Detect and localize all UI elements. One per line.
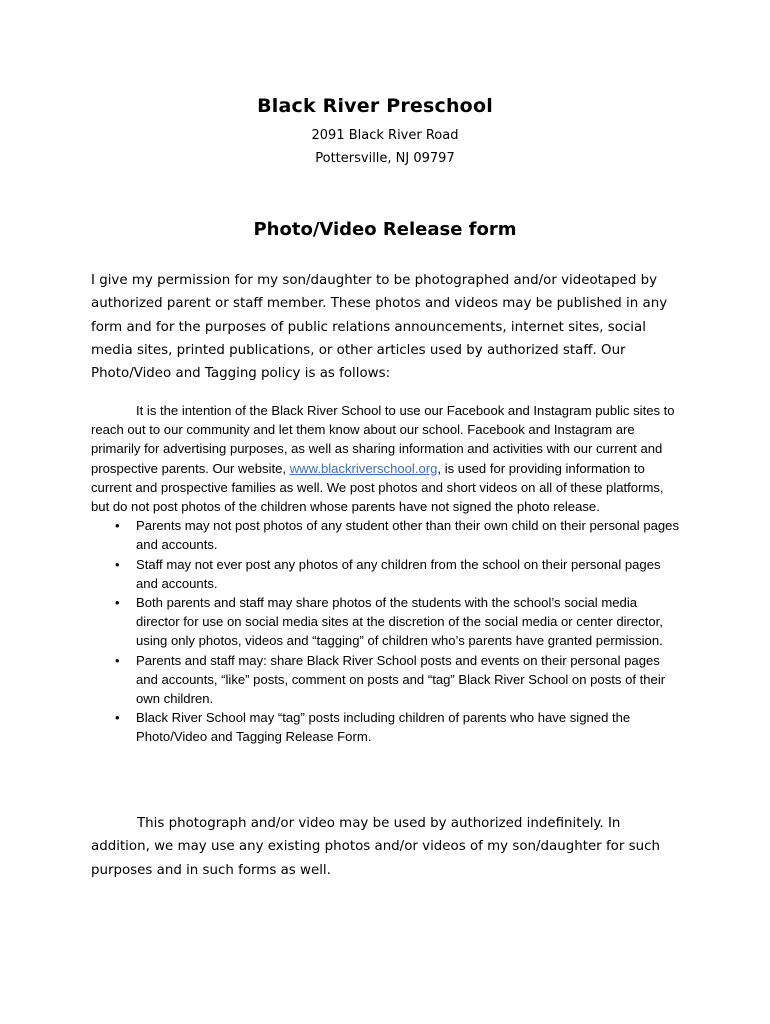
- website-link[interactable]: www.blackriverschool.org: [289, 460, 438, 476]
- policy-bullet-item: • Parents and staff may: share Black River School posts and events on their personal pages and accounts, “like” posts, comment on posts and “tag” Black River School on posts of their own children.: [136, 651, 681, 709]
- policy-bullet-item: • Both parents and staff may share photos of the students with the school’s social media director for use on social media sites at the discretion of the social media or center director, using only photos, videos and “tagging” of children who’s parents have granted permission.: [136, 593, 681, 651]
- policy-bullet-list: [91, 516, 681, 746]
- form-title: Photo/Video Release form: [253, 219, 517, 240]
- address-line-2: Pottersville, NJ 09797: [315, 151, 455, 166]
- policy-section: [91, 401, 681, 747]
- policy-bullet-item: • Staff may not ever post any photos of any children from the school on their personal pages and accounts.: [136, 555, 681, 593]
- school-name: Black River Preschool: [257, 95, 493, 117]
- policy-text-after-link: , is used for providing information to current and prospective families as well. We post photos and short videos on all of these platforms, but do not post photos of the children whose parents have not signed the photo release.: [91, 460, 664, 515]
- policy-paragraph: [91, 401, 681, 516]
- address-line-1: 2091 Black River Road: [311, 128, 459, 143]
- intro-paragraph: I give my permission for my son/daughter to be photographed and/or videotaped by authorized parent or staff member. These photos and videos may be published in any form and for the purposes of public relations announcements, internet sites, social media sites, printed publications, or other articles used by authorized staff. Our Photo/Video and Tagging policy is as follows:: [91, 273, 668, 382]
- policy-text-before-link: It is the intention of the Black River School to use our Facebook and Instagram public sites to reach out to our community and let them know about our school. Facebook and Instagram are primarily for advertising purposes, as well as sharing information and activities with our current and prospective parents. Our website,: [91, 403, 675, 476]
- policy-bullet-item: • Black River School may “tag” posts including children of parents who have signed the Photo/Video and Tagging Release Form.: [136, 708, 681, 746]
- closing-paragraph: This photograph and/or video may be used by authorized indefinitely. In addition, we may use any existing photos and/or videos of my son/daughter for such purposes and in such forms as well.: [91, 816, 660, 878]
- policy-bullet-item: • Parents may not post photos of any student other than their own child on their personal pages and accounts.: [136, 516, 681, 554]
